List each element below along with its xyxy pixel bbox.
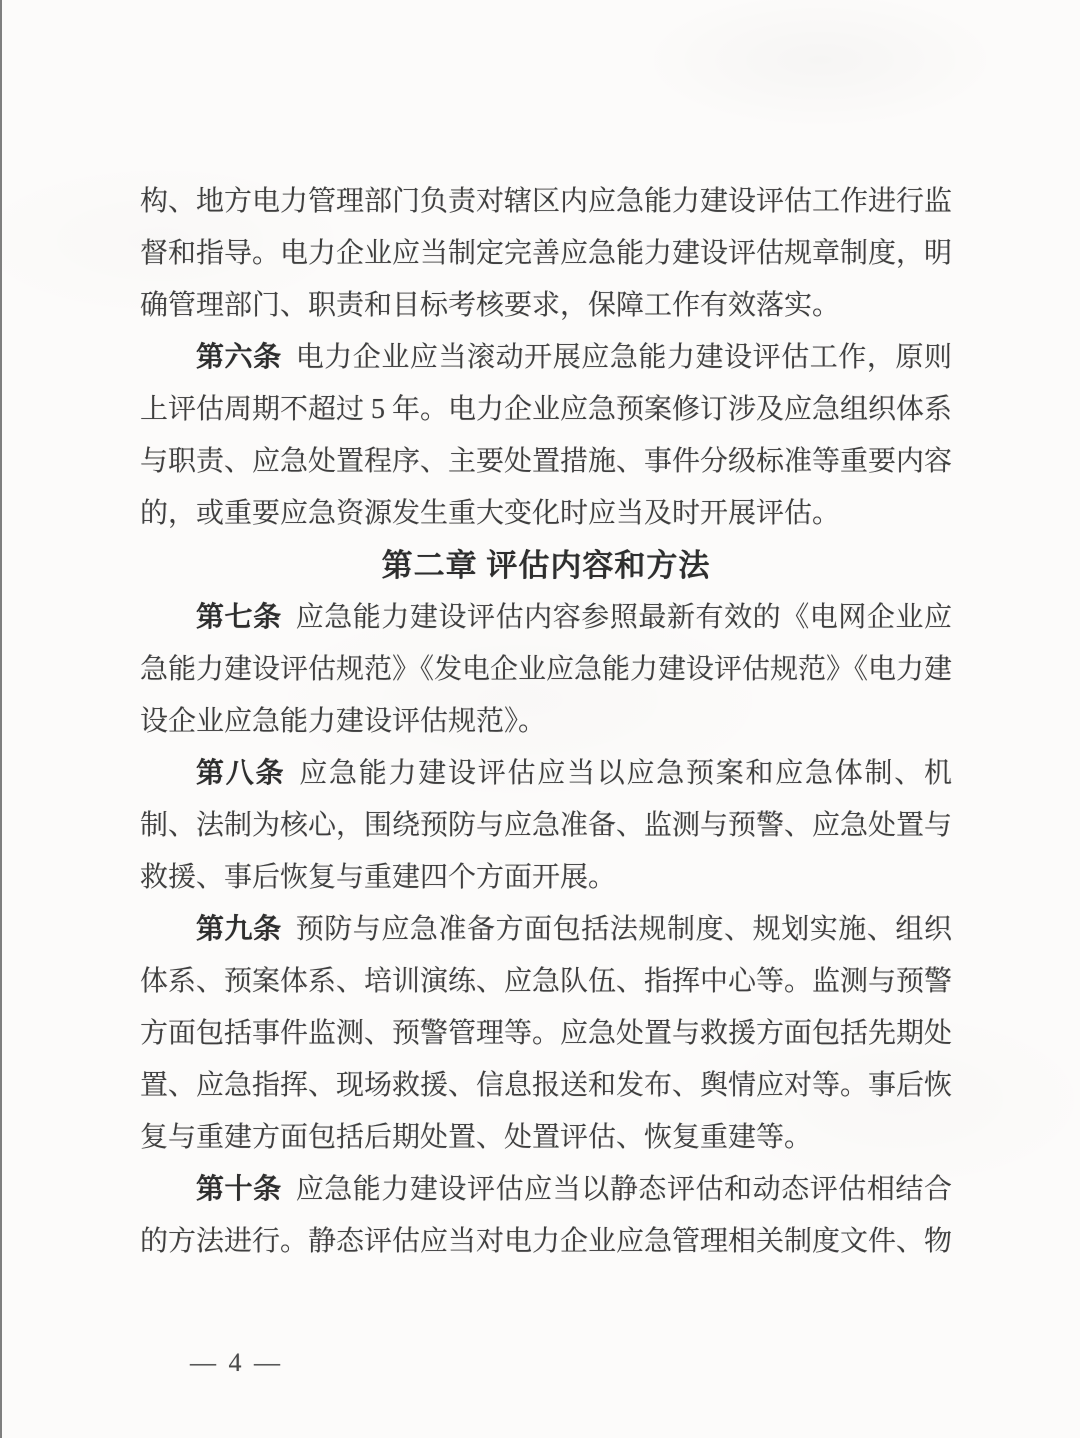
article-10-text: 应急能力建设评估应当以静态评估和动态评估相结合的方法进行。静态评估应当对电力企业应急管理相关制度文件、物 xyxy=(140,1174,953,1257)
article-8-paragraph xyxy=(140,748,952,904)
article-7-text: 应急能力建设评估内容参照最新有效的《电网企业应急能力建设评估规范》《发电企业应急能力建设评估规范》《电力建设企业应急能力建设评估规范》。 xyxy=(140,602,953,737)
article-8-text: 应急能力建设评估应当以应急预案和应急体制、机制、法制为核心，围绕预防与应急准备、监测与预警、应急处置与救援、事后恢复与重建四个方面开展。 xyxy=(140,758,953,893)
chapter-2-heading: 第二章 评估内容和方法 xyxy=(381,548,711,583)
article-8-label: 第八条 xyxy=(196,758,286,789)
article-6-label: 第六条 xyxy=(196,342,282,373)
article-10-paragraph xyxy=(140,1164,952,1268)
article-7-paragraph xyxy=(140,592,952,748)
article-7-label: 第七条 xyxy=(196,602,282,633)
article-9-label: 第九条 xyxy=(196,914,282,945)
continuation-paragraph-text: 构、地方电力管理部门负责对辖区内应急能力建设评估工作进行监督和指导。电力企业应当制定完善应急能力建设评估规章制度，明确管理部门、职责和目标考核要求，保障工作有效落实。 xyxy=(140,186,953,321)
continuation-paragraph xyxy=(140,176,952,332)
scan-edge-line xyxy=(0,0,2,1438)
article-9-text: 预防与应急准备方面包括法规制度、规划实施、组织体系、预案体系、培训演练、应急队伍、指挥中心等。监测与预警方面包括事件监测、预警管理等。应急处置与救援方面包括先期处置、应急指挥、现场救援、信息报送和发布、舆情应对等。事后恢复与重建方面包括后期处置、处置评估、恢复重建等。 xyxy=(140,914,953,1153)
page-number: — 4 — xyxy=(190,1348,283,1377)
document-body xyxy=(140,176,952,1268)
article-6-text: 电力企业应当滚动开展应急能力建设评估工作，原则上评估周期不超过 5 年。电力企业应急预案修订涉及应急组织体系与职责、应急处置程序、主要处置措施、事件分级标准等重要内容的，或重要应急资源发生重大变化时应当及时开展评估。 xyxy=(140,342,953,529)
article-9-paragraph xyxy=(140,904,952,1164)
article-10-label: 第十条 xyxy=(196,1174,282,1205)
article-6-paragraph xyxy=(140,332,952,540)
